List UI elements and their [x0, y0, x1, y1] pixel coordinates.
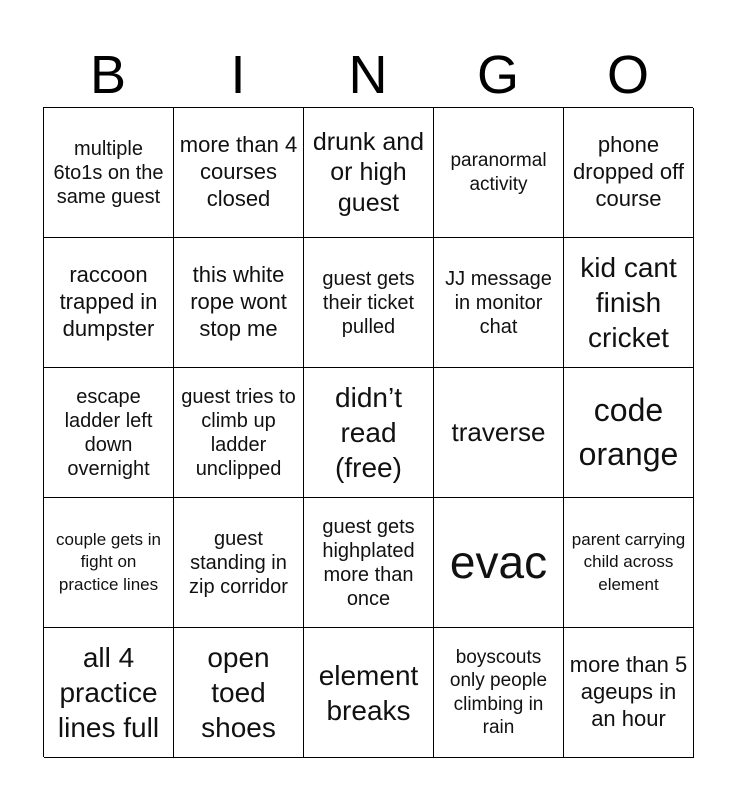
bingo-cell[interactable] [174, 238, 304, 368]
cell-text: more than 4 courses closed [179, 132, 298, 211]
cell-text: escape ladder left down overnight [64, 385, 153, 480]
header-letter-b: B [89, 45, 127, 105]
bingo-board [43, 107, 693, 757]
cell-text: boyscouts only people climbing in rain [449, 647, 548, 738]
bingo-cell[interactable] [564, 628, 694, 758]
bingo-cell[interactable] [44, 238, 174, 368]
bingo-cell[interactable] [434, 368, 564, 498]
cell-text: phone dropped off course [573, 132, 684, 211]
bingo-cell[interactable] [304, 238, 434, 368]
bingo-cell[interactable] [304, 498, 434, 628]
bingo-cell[interactable] [564, 108, 694, 238]
cell-text: all 4 practice lines full [57, 642, 160, 743]
cell-text: drunk and or high guest [312, 127, 425, 217]
cell-text: parent carrying child across element [571, 530, 686, 594]
cell-text: kid cant finish cricket [580, 252, 677, 353]
bingo-cell[interactable] [174, 498, 304, 628]
cell-text: evac [449, 536, 548, 589]
bingo-cell[interactable] [434, 628, 564, 758]
bingo-cell[interactable] [174, 108, 304, 238]
cell-text: this white rope wont stop me [190, 262, 287, 341]
bingo-cell[interactable] [434, 498, 564, 628]
header-letter-o: O [606, 45, 649, 105]
cell-text: JJ message in monitor chat [445, 267, 552, 338]
cell-text: raccoon trapped in dumpster [59, 262, 158, 341]
cell-text: guest gets their ticket pulled [322, 267, 415, 338]
cell-text: traverse [451, 416, 546, 447]
cell-text: guest standing in zip corridor [189, 527, 288, 598]
cell-text: multiple 6to1s on the same guest [53, 137, 164, 208]
header-letter-n: N [348, 45, 388, 105]
bingo-cell[interactable] [174, 628, 304, 758]
bingo-cell[interactable] [304, 368, 434, 498]
bingo-cell[interactable] [44, 628, 174, 758]
cell-text: more than 5 ageups in an hour [569, 652, 688, 731]
cell-text: code orange [578, 392, 679, 472]
cell-text: guest gets highplated more than once [322, 515, 415, 610]
bingo-cell[interactable] [434, 238, 564, 368]
bingo-cell[interactable] [564, 238, 694, 368]
cell-text: guest tries to climb up ladder unclipped [181, 385, 296, 480]
header-letter-i: I [230, 45, 246, 105]
header-letter-g: G [476, 45, 519, 105]
cell-text: couple gets in fight on practice lines [56, 530, 161, 594]
bingo-cell[interactable] [564, 368, 694, 498]
bingo-cell[interactable] [564, 498, 694, 628]
cell-text: element breaks [318, 659, 419, 726]
bingo-cell[interactable] [304, 628, 434, 758]
bingo-cell[interactable] [44, 108, 174, 238]
cell-text: paranormal activity [450, 150, 547, 195]
bingo-cell[interactable] [174, 368, 304, 498]
bingo-header [43, 46, 693, 104]
cell-text: open toed shoes [201, 642, 276, 743]
bingo-cell[interactable] [304, 108, 434, 238]
cell-text: didn’t read (free) [335, 382, 402, 483]
bingo-cell[interactable] [434, 108, 564, 238]
bingo-cell[interactable] [44, 498, 174, 628]
bingo-cell[interactable] [44, 368, 174, 498]
